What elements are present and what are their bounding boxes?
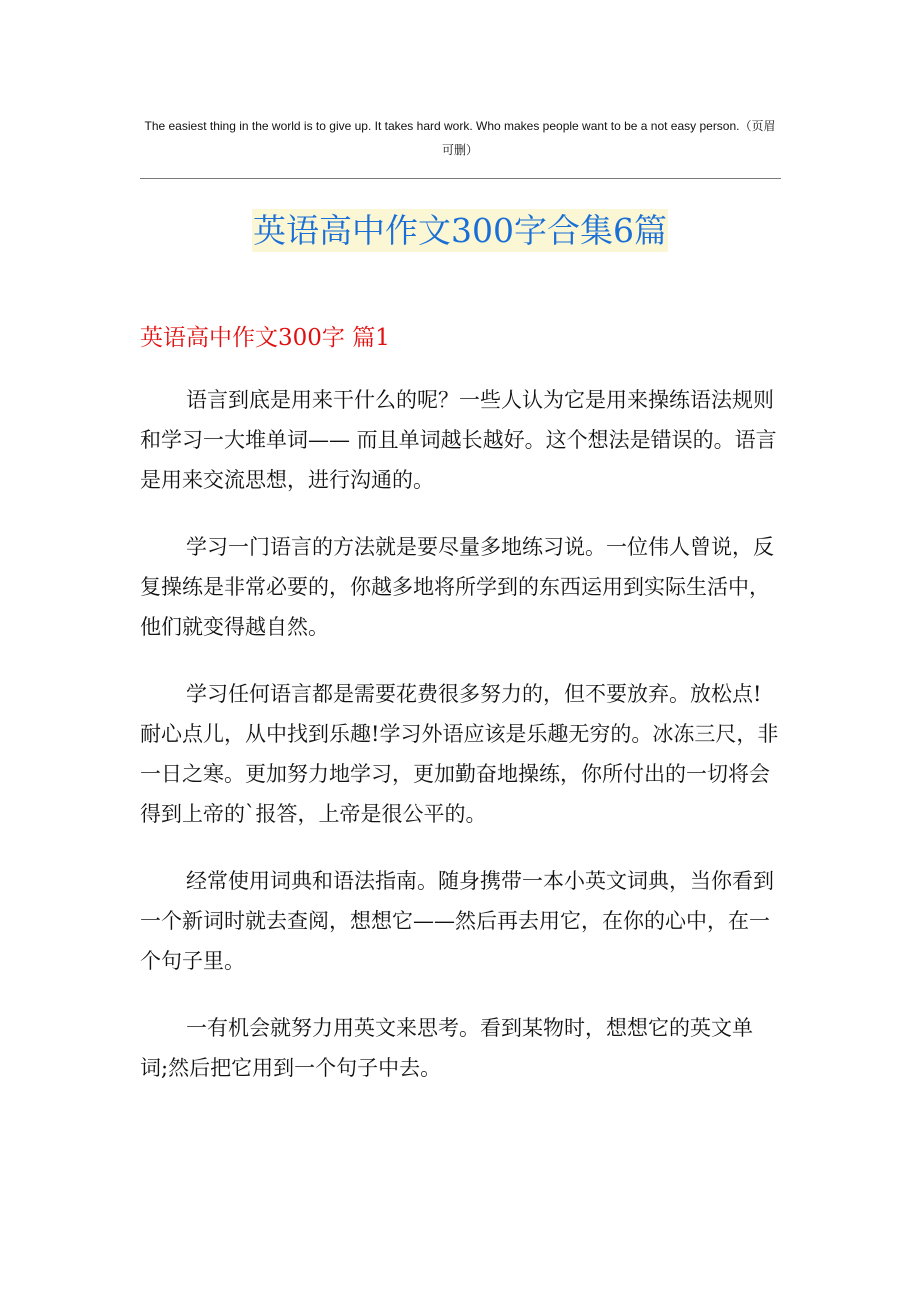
paragraph: 语言到底是用来干什么的呢？一些人认为它是用来操练语法规则和学习一大堆单词—— 而且单词越长越好。这个想法是错误的。语言是用来交流思想，进行沟通的。 <box>140 388 777 492</box>
header-divider <box>140 178 781 179</box>
paragraph: 学习任何语言都是需要花费很多努力的，但不要放弃。放松点!耐心点儿，从中找到乐趣!学习外语应该是乐趣无穷的。冰冻三尺，非一日之寒。更加努力地学习，更加勤奋地操练，你所付出的一切将会得到上帝的`报答，上帝是很公平的。 <box>140 682 779 826</box>
section-heading: 英语高中作文300字 篇1 <box>140 325 390 351</box>
paragraph: 学习一门语言的方法就是要尽量多地练习说。一位伟人曾说，反复操练是非常必要的，你越多地将所学到的东西运用到实际生活中，他们就变得越自然。 <box>140 535 774 639</box>
paragraph: 经常使用词典和语法指南。随身携带一本小英文词典，当你看到一个新词时就去查阅，想想它——然后再去用它，在你的心中，在一个句子里。 <box>140 869 774 973</box>
paragraph: 一有机会就努力用英文来思考。看到某物时，想想它的英文单词;然后把它用到一个句子中去。 <box>140 1016 753 1080</box>
page-header <box>140 114 780 162</box>
document-body <box>140 380 780 1115</box>
document-title <box>0 206 920 256</box>
document-title-text: 英语高中作文300字合集6篇 <box>253 211 667 250</box>
header-text: The easiest thing in the world is to give up. It takes hard work. Who makes people want to be a not easy person.（页眉可删） <box>144 119 776 157</box>
